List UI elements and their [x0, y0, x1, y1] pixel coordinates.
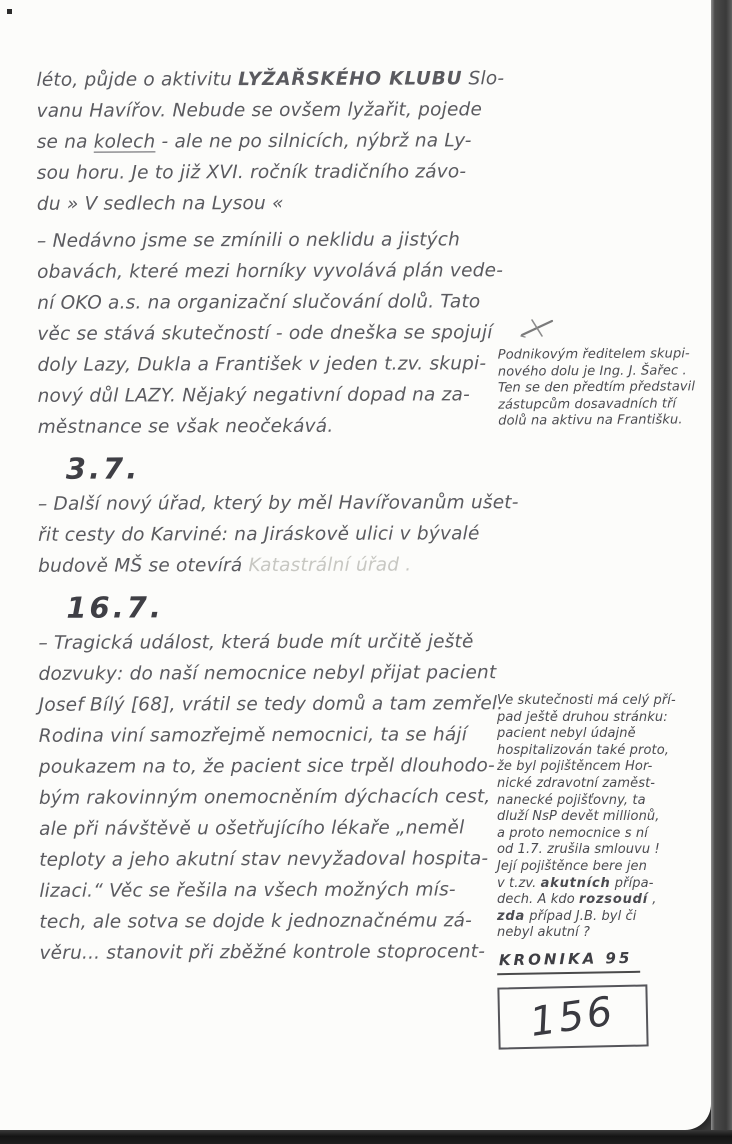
text-segment: - ale ne po silnicích, nýbrž na Ly-	[155, 130, 472, 153]
date-heading: 3.7.	[65, 451, 141, 486]
text-line	[497, 859, 687, 876]
binder-edge-bottom	[0, 1130, 732, 1144]
text-line	[39, 750, 509, 783]
text-line	[37, 224, 507, 257]
text-line	[498, 396, 688, 414]
text-segment: doly Lazy, Dukla a František v jeden t.zv. skupi-	[37, 353, 487, 376]
text-line	[497, 809, 687, 826]
text-line	[498, 363, 688, 381]
text-line	[39, 688, 509, 721]
text-segment: vanu Havířov. Nebude se ovšem lyžařit, pojede	[36, 99, 483, 122]
text-segment: lizaci.“ Věc se řešila na všech možných mís-	[39, 879, 456, 902]
text-line	[37, 255, 507, 288]
text-segment: du » V sedlech na Lysou «	[36, 192, 284, 215]
text-line	[497, 743, 687, 760]
text-segment: zástupcům dosavadních tří	[498, 396, 677, 413]
text-segment: LYŽAŘSKÉHO KLUBU	[238, 68, 463, 91]
scan-registration-mark	[7, 9, 12, 14]
text-segment: bým rakovinným onemocněním dýchacích cest,	[38, 786, 491, 809]
text-segment: od 1.7. zrušila smlouvu !	[497, 842, 660, 858]
text-line	[37, 487, 519, 520]
text-segment: pad ještě druhou stránku:	[497, 709, 668, 725]
binder-edge-right	[711, 0, 732, 1144]
text-line	[38, 657, 508, 690]
text-line	[37, 156, 507, 189]
chronicle-label: KRONIKA 95	[497, 949, 641, 975]
text-segment: dozvuky: do naší nemocnice nebyl přijat pacient	[38, 662, 497, 685]
text-segment: městnance se však neočekává.	[37, 415, 334, 438]
margin-note-director	[497, 346, 696, 430]
text-segment: zda	[497, 908, 526, 924]
text-line	[497, 726, 687, 743]
text-line	[497, 693, 687, 710]
pencil-cross-icon	[518, 316, 558, 340]
text-line	[497, 793, 687, 810]
text-segment: léto, půjde o aktivitu	[36, 69, 239, 91]
text-segment: Rodina viní samozřejmě nemocnici, ta se hájí	[38, 724, 468, 747]
text-line	[497, 925, 687, 942]
text-line	[37, 187, 507, 220]
text-segment: nebyl akutní ?	[497, 925, 591, 941]
text-line	[36, 63, 506, 96]
text-segment: se na	[36, 131, 94, 153]
text-line	[38, 410, 508, 443]
text-line	[38, 549, 508, 582]
text-segment: nového dolu je Ing. J. Šařec .	[497, 362, 687, 380]
text-segment: nanecké pojišťovny, ta	[497, 792, 646, 808]
text-segment: dech. A kdo	[497, 892, 579, 908]
text-line	[497, 826, 687, 843]
text-segment: kolech	[93, 131, 156, 153]
text-segment: případ J.B. byl či	[525, 908, 637, 924]
text-segment: Její pojištěnce bere jen	[497, 858, 647, 874]
paragraph	[37, 224, 508, 443]
text-segment: tech, ale sotva se dojde k jednoznačnému zá-	[39, 910, 473, 933]
margin-note-insurance	[497, 693, 687, 942]
text-segment: ale při návštěvě u ošetřujícího lékaře „neměl	[39, 817, 465, 840]
text-segment: – Další nový úřad, který by měl Havířovanům ušet-	[37, 492, 519, 515]
text-segment: obavách, které mezi horníky vyvolává plán vede-	[37, 260, 504, 283]
text-line	[497, 776, 687, 793]
text-segment: věru... stanovit při zběžné kontrole stoprocent-	[39, 941, 486, 964]
text-segment: že byl pojištěncem Hor-	[497, 759, 653, 775]
text-segment: poukazem na to, že pacient sice trpěl dlouhodo-	[38, 755, 495, 778]
text-segment: sou horu. Je to již XVI. ročník tradičního závo-	[36, 161, 467, 184]
page-number: 156	[527, 988, 619, 1046]
text-segment: rozsoudí	[579, 892, 648, 908]
page-number-box	[497, 984, 648, 1049]
text-segment: akutních	[540, 875, 611, 891]
text-segment: řit cesty do Karviné: na Jiráskově ulici v bývalé	[38, 523, 480, 546]
text-segment: – Nedávno jsme se zmínili o neklidu a jistých	[36, 229, 461, 252]
text-line	[38, 379, 508, 412]
text-line	[497, 379, 696, 398]
text-line	[37, 94, 507, 127]
paragraph	[38, 626, 509, 969]
text-line	[37, 317, 507, 350]
text-line	[37, 125, 507, 158]
text-line	[39, 719, 509, 752]
text-segment: ní OKO a.s. na organizační slučování dolů. Tato	[37, 291, 481, 314]
text-line	[498, 413, 688, 431]
text-line	[37, 348, 507, 381]
text-line	[39, 874, 509, 907]
text-segment: a proto nemocnice s ní	[497, 825, 648, 841]
text-segment: dluží NsP devět millionů,	[497, 809, 660, 825]
text-segment: – Tragická událost, která bude mít určitě ještě	[38, 631, 474, 654]
text-line	[39, 812, 509, 845]
text-segment: věc se stává skutečností - ode dneška se spojují	[37, 322, 493, 345]
text-line	[39, 936, 509, 969]
text-line	[497, 909, 687, 926]
text-segment: v t.zv.	[497, 875, 541, 891]
text-line	[497, 892, 687, 909]
text-segment: Ten se den předtím představil	[497, 379, 696, 396]
text-segment: budově MŠ se otevírá	[38, 555, 249, 577]
text-segment: Josef Bílý [68], vrátil se tedy domů a tam zemřel.	[38, 693, 504, 716]
text-segment: teploty a jeho akutní stav nevyžadoval hospita-	[39, 848, 489, 871]
text-line	[38, 518, 508, 551]
text-line	[497, 842, 687, 859]
text-line	[39, 843, 509, 876]
text-line	[37, 286, 507, 319]
paragraph	[36, 63, 507, 220]
text-segment: Katastrální úřad .	[248, 554, 412, 577]
text-segment: Podnikovým ředitelem skupi-	[497, 346, 690, 363]
date-heading: 16.7.	[66, 590, 164, 625]
text-segment: ,	[648, 892, 657, 908]
text-segment: pacient nebyl údajně	[497, 726, 636, 742]
text-segment: Ve skutečnosti má celý pří-	[497, 693, 676, 708]
text-segment: nový důl LAZY. Nějaký negativní dopad na za-	[37, 384, 470, 407]
text-line	[39, 905, 509, 938]
text-line	[497, 710, 687, 727]
text-line	[498, 346, 688, 364]
text-segment: hospitalizován také proto,	[497, 742, 669, 758]
text-line	[497, 759, 687, 776]
text-segment: přípa-	[610, 875, 654, 891]
text-line	[497, 876, 687, 893]
paragraph	[37, 487, 519, 582]
text-line	[39, 781, 509, 814]
text-line	[38, 626, 508, 659]
text-segment: dolů na aktivu na Františku.	[498, 412, 683, 430]
text-segment: nické zdravotní zaměst-	[497, 775, 656, 791]
text-segment: Slo-	[462, 68, 505, 90]
